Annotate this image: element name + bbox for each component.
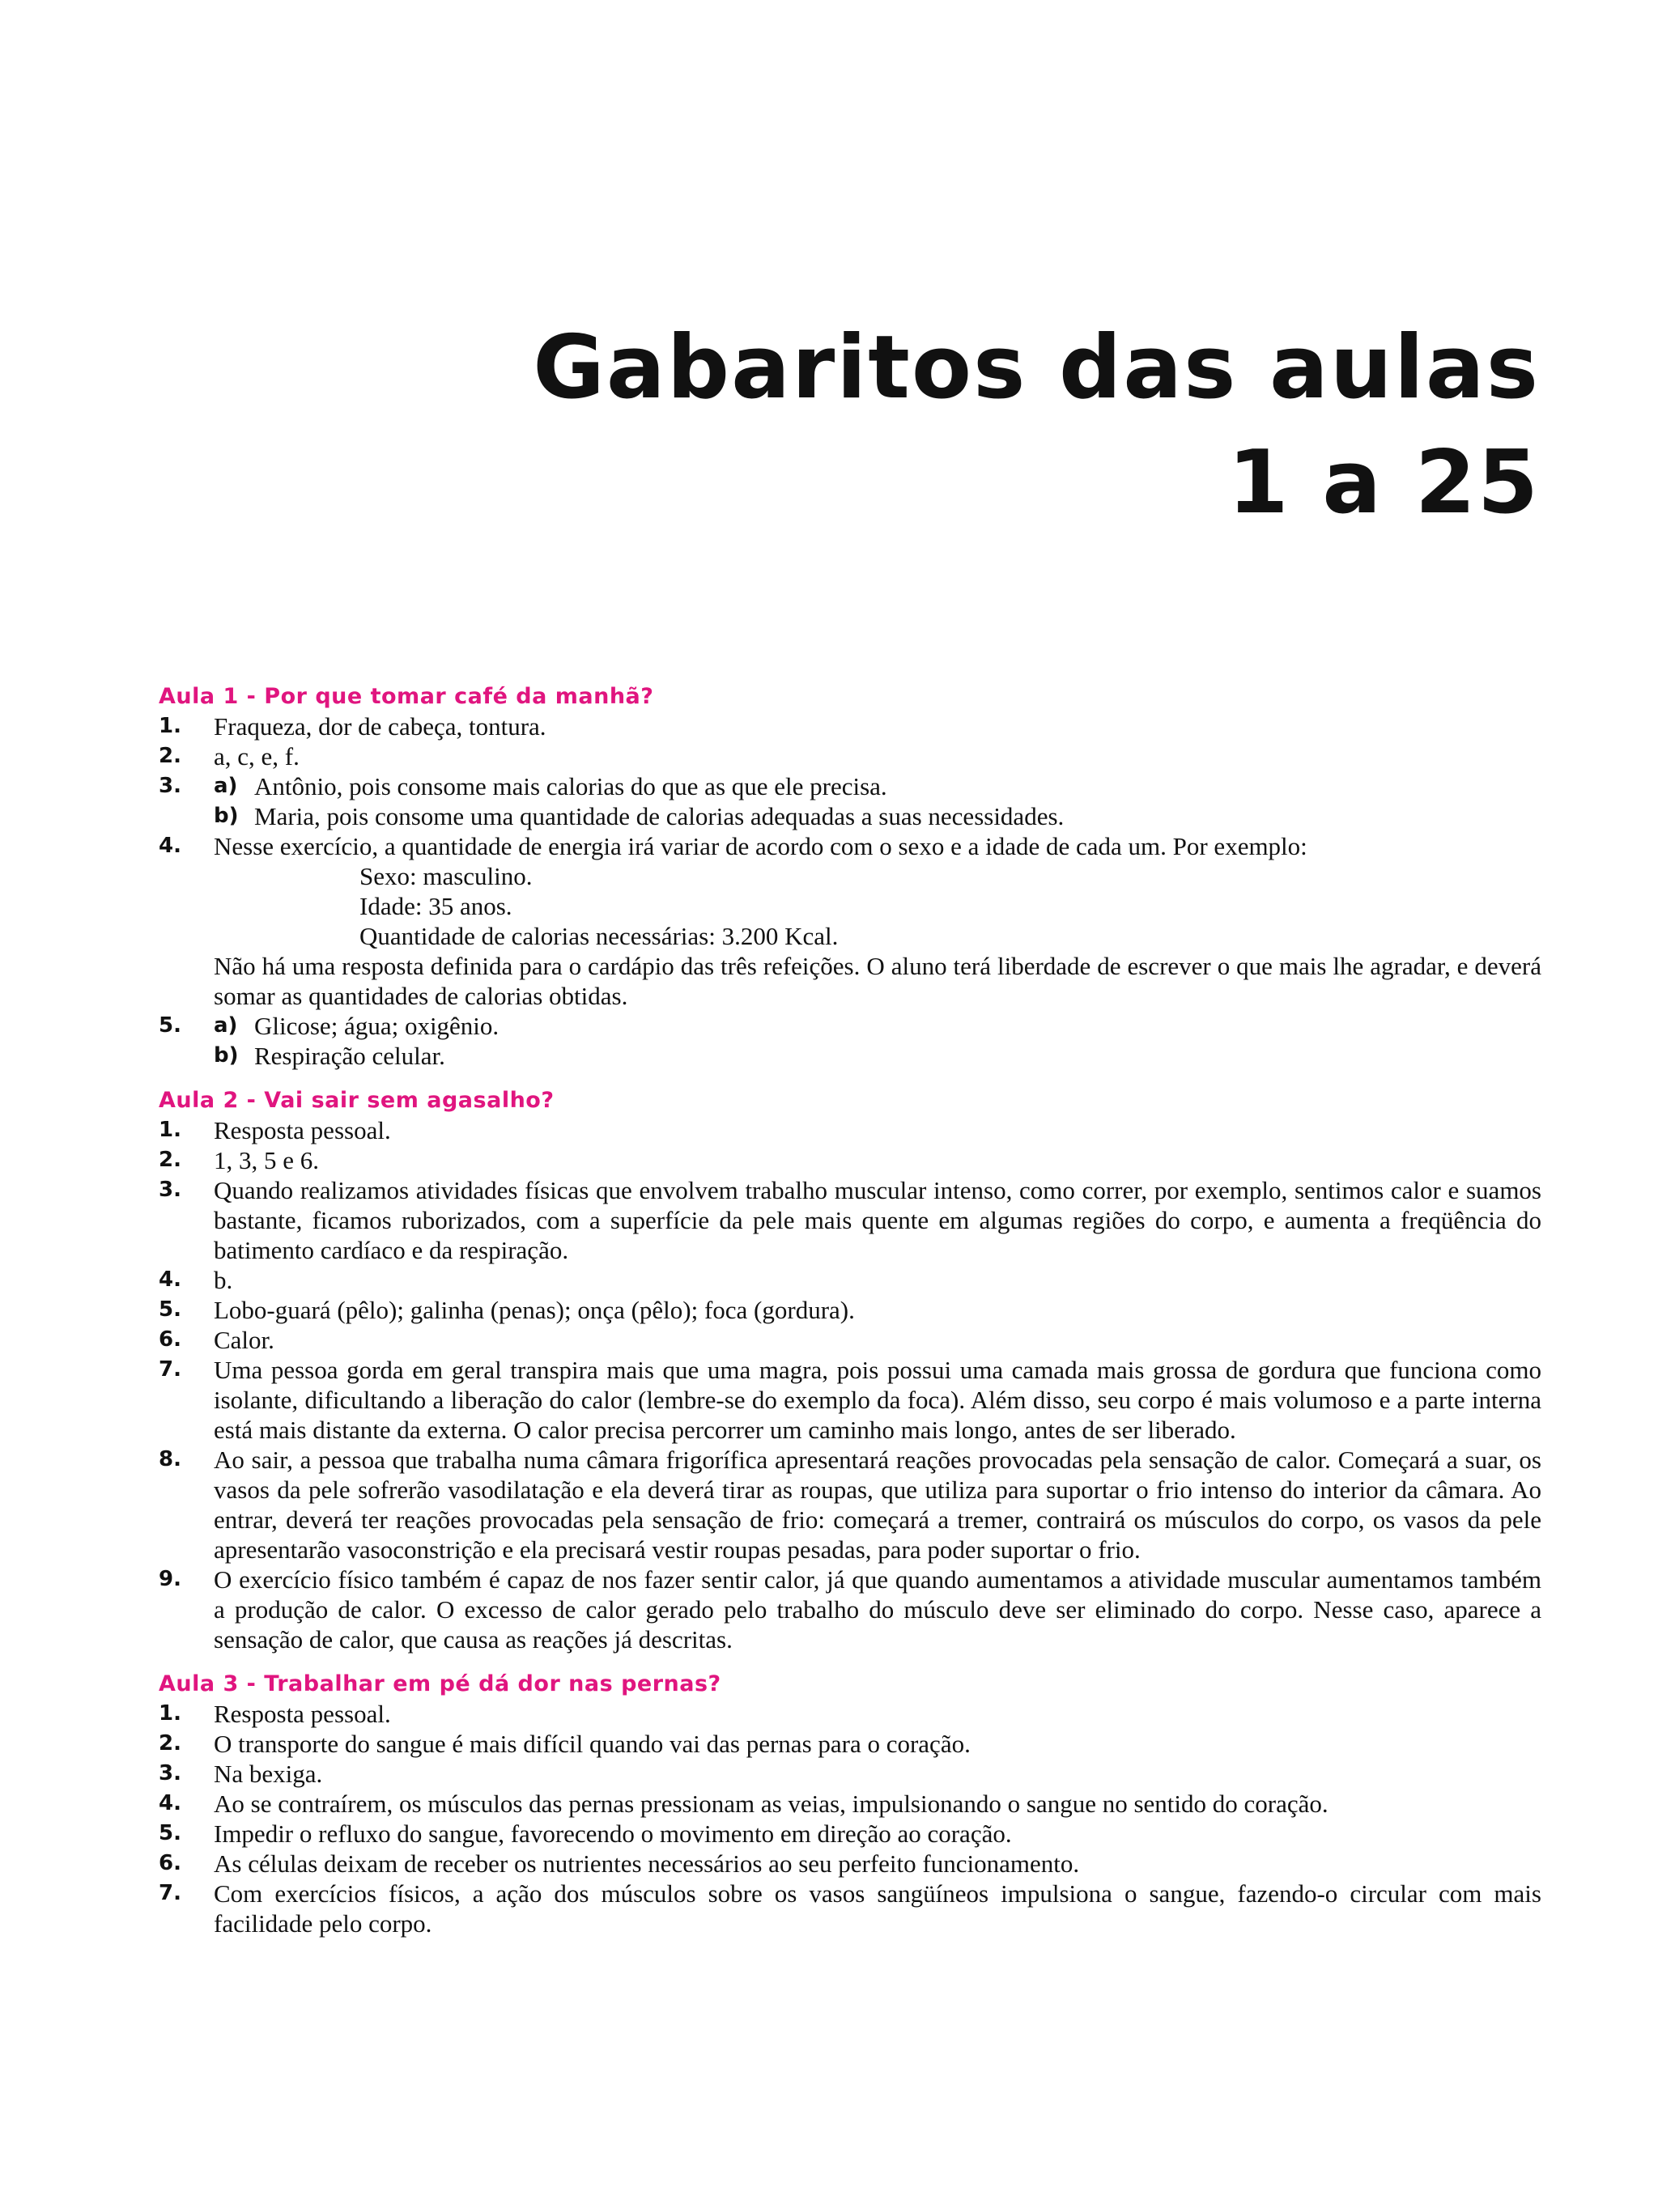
- answer-number: 7.: [159, 1881, 181, 1905]
- answer-number: 3.: [159, 774, 181, 798]
- answer-number: 1.: [159, 1118, 181, 1142]
- aula-1-answer-2: [159, 741, 1541, 771]
- example-block: [214, 861, 1541, 951]
- answer-text: O transporte do sangue é mais difícil quando vai das pernas para o coração.: [214, 1730, 971, 1758]
- example-idade: Idade: 35 anos.: [359, 892, 512, 920]
- aula-2-answer-4: [159, 1265, 1541, 1295]
- aula-3-answer-1: [159, 1699, 1541, 1729]
- sub-letter: b): [214, 1043, 239, 1068]
- answer-number: 9.: [159, 1567, 181, 1591]
- sub-answer-b: [214, 1041, 1541, 1071]
- answer-number: 4.: [159, 1791, 181, 1815]
- answer-text: Com exercícios físicos, a ação dos músculos sobre os vasos sangüíneos impulsiona o sangue, fazendo-o circular com mais facilidade pelo corpo.: [214, 1879, 1541, 1938]
- answer-text: Ao se contraírem, os músculos das pernas pressionam as veias, impulsionando o sangue no sentido do coração.: [214, 1790, 1329, 1818]
- answer-number: 2.: [159, 1148, 181, 1172]
- answer-paragraph: Não há uma resposta definida para o cardápio das três refeições. O aluno terá liberdade de escrever o que mais lhe agradar, e deverá somar as quantidades de calorias obtidas.: [214, 952, 1541, 1010]
- sub-answer-a: [214, 1011, 1541, 1041]
- answer-number: 8.: [159, 1447, 181, 1471]
- answer-number: 6.: [159, 1327, 181, 1352]
- aula-2-answer-1: [159, 1115, 1541, 1145]
- answer-text: Ao sair, a pessoa que trabalha numa câmara frigorífica apresentará reações provocadas pela sensação de calor. Começará a suar, os vasos da pele sofrerão vasodilatação e ela deverá tirar as roupas, que utiliza para suportar o frio intenso do interior da câmara. Ao entrar, deverá ter reações provocadas pela sensação de frio: começará a tremer, contrairá os músculos do corpo, os vasos da pele apresentarão vasoconstrição e ela precisará vestir roupas pesadas, para poder suportar o frio.: [214, 1446, 1541, 1564]
- sub-letter: a): [214, 774, 238, 798]
- sub-letter: b): [214, 804, 239, 828]
- aula-2-answer-5: [159, 1295, 1541, 1325]
- answer-body: [214, 831, 1541, 1011]
- aula-1-heading: Aula 1 - Por que tomar café da manhã?: [159, 684, 654, 709]
- answer-text: O exercício físico também é capaz de nos fazer sentir calor, já que quando aumentamos a atividade muscular aumentamos também a produção de calor. O excesso de calor gerado pelo trabalho do músculo deve ser eliminado do corpo. Nesse caso, aparece a sensação de calor, que causa as reações já descritas.: [214, 1565, 1541, 1654]
- aula-3-answer-4: [159, 1789, 1541, 1819]
- answer-text: Nesse exercício, a quantidade de energia irá variar de acordo com o sexo e a idade de cada um. Por exemplo:: [214, 832, 1307, 860]
- aula-1-answer-1: [159, 711, 1541, 741]
- sub-answer-a: [214, 771, 1541, 801]
- aula-2-heading: Aula 2 - Vai sair sem agasalho?: [159, 1088, 555, 1113]
- aula-2-answer-3: [159, 1175, 1541, 1265]
- answer-number: 4.: [159, 834, 181, 858]
- answer-number: 5.: [159, 1821, 181, 1845]
- aula-1-answer-4: [159, 831, 1541, 1011]
- aula-3-answer-6: [159, 1849, 1541, 1879]
- page-title: [533, 311, 1540, 541]
- answer-text: Fraqueza, dor de cabeça, tontura.: [214, 712, 546, 741]
- answer-number: 2.: [159, 744, 181, 768]
- example-sexo: Sexo: masculino.: [359, 862, 533, 890]
- answer-number: 3.: [159, 1761, 181, 1785]
- answer-text: As células deixam de receber os nutrientes necessários ao seu perfeito funcionamento.: [214, 1849, 1080, 1878]
- aula-2-answer-2: [159, 1145, 1541, 1175]
- answer-number: 4.: [159, 1267, 181, 1292]
- aula-1-answer-5: [159, 1011, 1541, 1071]
- answer-body: [214, 1011, 1541, 1071]
- aula-3-heading: Aula 3 - Trabalhar em pé dá dor nas pernas?: [159, 1671, 721, 1696]
- answer-text: 1, 3, 5 e 6.: [214, 1146, 320, 1174]
- title-line-2: 1 a 25: [1227, 432, 1540, 533]
- answer-number: 7.: [159, 1357, 181, 1382]
- aula-2-answer-6: [159, 1325, 1541, 1355]
- answer-text: Uma pessoa gorda em geral transpira mais que uma magra, pois possui uma camada mais grossa de gordura que funciona como isolante, dificultando a liberação do calor (lembre-se do exemplo da foca). Além disso, seu corpo é mais volumoso e a parte interna está mais distante da externa. O calor precisa percorrer um caminho mais longo, antes de ser liberado.: [214, 1356, 1541, 1444]
- sub-text: Glicose; água; oxigênio.: [254, 1012, 500, 1040]
- aula-2-answer-7: [159, 1355, 1541, 1445]
- answer-text: Na bexiga.: [214, 1760, 323, 1788]
- answer-number: 5.: [159, 1297, 181, 1322]
- aula-2-answer-8: [159, 1445, 1541, 1565]
- answer-number: 1.: [159, 714, 181, 738]
- aula-3-answer-2: [159, 1729, 1541, 1759]
- answer-number: 3.: [159, 1178, 181, 1202]
- answer-text: Impedir o refluxo do sangue, favorecendo o movimento em direção ao coração.: [214, 1819, 1012, 1848]
- aula-3-answer-5: [159, 1819, 1541, 1849]
- sub-letter: a): [214, 1013, 238, 1038]
- answer-text: Calor.: [214, 1326, 274, 1354]
- answer-number: 5.: [159, 1013, 181, 1038]
- sub-text: Maria, pois consome uma quantidade de calorias adequadas a suas necessidades.: [254, 802, 1065, 830]
- answers-content: [159, 681, 1541, 1938]
- title-line-1: Gabaritos das aulas: [533, 317, 1540, 418]
- aula-3-answer-7: [159, 1879, 1541, 1938]
- answer-body: [214, 771, 1541, 831]
- aula-1-answer-3: [159, 771, 1541, 831]
- answer-text: b.: [214, 1266, 233, 1294]
- answer-text: Resposta pessoal.: [214, 1700, 391, 1728]
- answer-text: a, c, e, f.: [214, 742, 300, 771]
- answer-text: Lobo-guará (pêlo); galinha (penas); onça (pêlo); foca (gordura).: [214, 1296, 855, 1324]
- sub-answer-b: [214, 801, 1541, 831]
- answer-number: 1.: [159, 1701, 181, 1726]
- answer-number: 2.: [159, 1731, 181, 1756]
- answer-text: Resposta pessoal.: [214, 1116, 391, 1144]
- sub-text: Antônio, pois consome mais calorias do que as que ele precisa.: [254, 772, 887, 800]
- answer-number: 6.: [159, 1851, 181, 1875]
- sub-text: Respiração celular.: [254, 1042, 445, 1070]
- aula-2-answer-9: [159, 1565, 1541, 1654]
- answer-text: Quando realizamos atividades físicas que envolvem trabalho muscular intenso, como correr, por exemplo, sentimos calor e suamos bastante, ficamos ruborizados, com a superfície da pele mais quente em algumas regiões do corpo, e aumenta a freqüência do batimento cardíaco e da respiração.: [214, 1176, 1541, 1264]
- example-calorias: Quantidade de calorias necessárias: 3.200 Kcal.: [359, 922, 839, 950]
- aula-3-answer-3: [159, 1759, 1541, 1789]
